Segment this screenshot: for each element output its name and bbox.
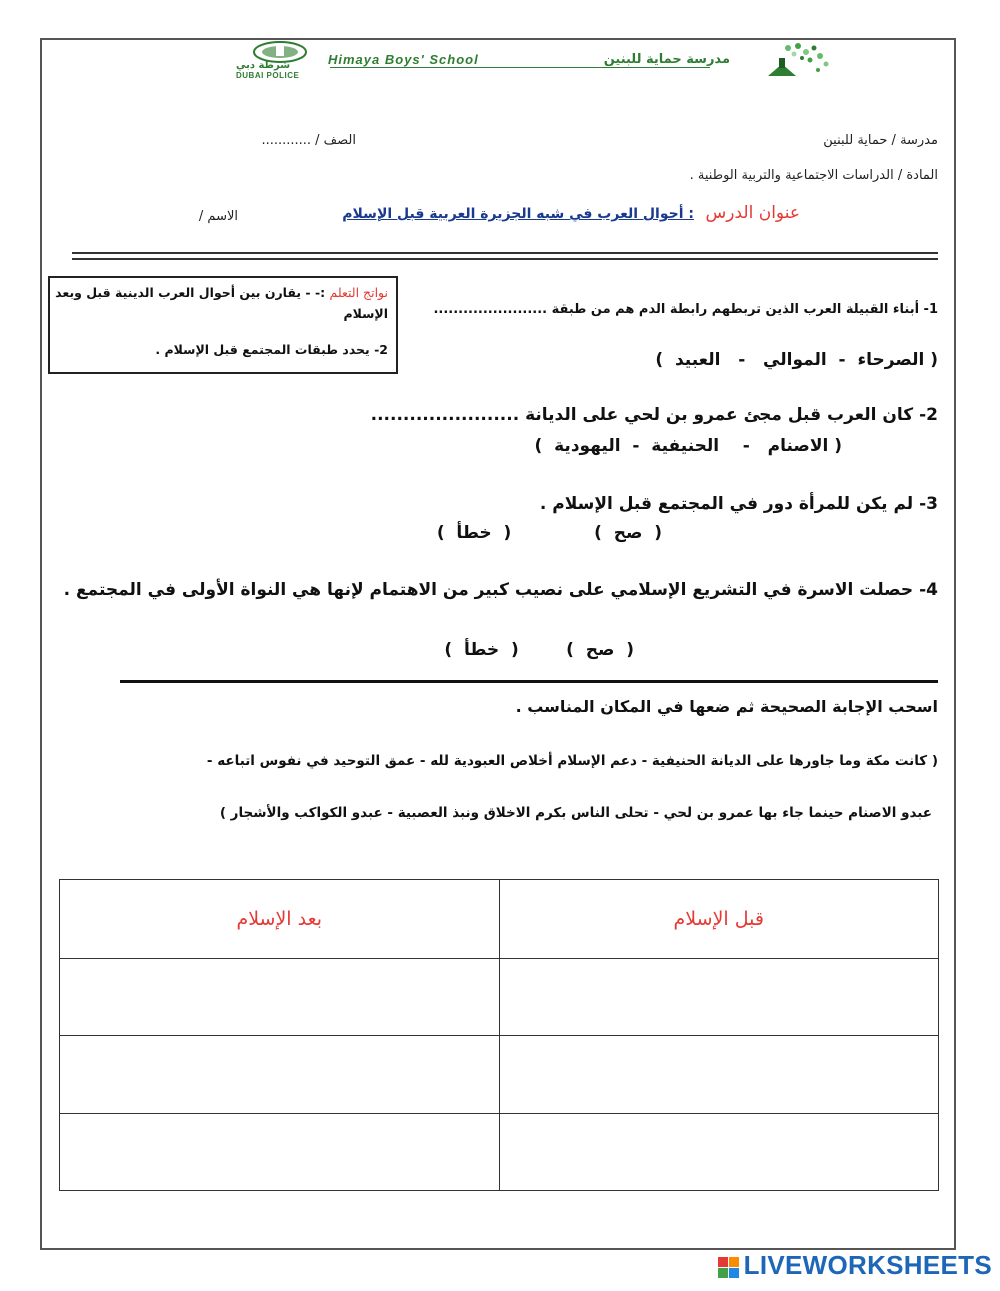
liveworksheets-brand[interactable] (718, 1250, 992, 1281)
drop-zone-after-1[interactable] (60, 959, 500, 1036)
drop-zone-before-1[interactable] (499, 959, 939, 1036)
lesson-title: : أحوال العرب في شبه الجزيرة العربية قبل الإسلام (342, 206, 694, 222)
section-divider (120, 680, 938, 683)
drop-zone-after-2[interactable] (60, 1036, 500, 1113)
column-after-islam: بعد الإسلام (60, 880, 500, 959)
school-name-ar: مدرسة حماية للبنين (603, 52, 730, 67)
table-row (60, 1036, 939, 1113)
drop-zone-before-2[interactable] (499, 1036, 939, 1113)
question-2-choices[interactable]: ( الاصنام - الحنيفية - اليهودية ) (534, 436, 842, 456)
learning-outcomes-box (48, 276, 398, 374)
school-name-en: Himaya Boys' School (328, 52, 479, 67)
outcome-1 (54, 282, 388, 324)
question-3: 3- لم يكن للمرأة دور في المجتمع قبل الإسلام . (539, 494, 938, 514)
question-1-choices[interactable]: ( الصرحاء - الموالي - العبيد ) (655, 350, 938, 370)
drag-instruction: اسحب الإجابة الصحيحة ثم ضعها في المكان المناسب . (515, 697, 938, 716)
school-tree-logo (748, 40, 834, 82)
name-field[interactable]: الاسم / (198, 209, 238, 224)
outcome-1-text: :- - يقارن بين أحوال العرب الدينية قبل وبعد الإسلام (55, 285, 388, 321)
drag-options-line-2[interactable]: عبدو الاصنام حينما جاء بها عمرو بن لحي - تحلى الناس بكرم الاخلاق ونبذ العصبية - عبدو الكواكب والأشجار ) (219, 805, 932, 821)
school-field: مدرسة / حماية للبنين (823, 133, 938, 148)
table-row (60, 959, 939, 1036)
outcome-2: 2- يحدد طبقات المجتمع قبل الإسلام . (155, 342, 388, 357)
liveworksheets-logo-icon (718, 1257, 739, 1278)
drop-zone-after-3[interactable] (60, 1113, 500, 1190)
double-divider-top (72, 252, 938, 254)
drag-options-line-1[interactable]: ( كانت مكة وما جاورها على الديانة الحنيفية - دعم الإسلام أخلاص العبودية لله - عمق التوحيد في نفوس اتباعه - (206, 753, 938, 769)
question-1: 1- أبناء القبيلة العرب الذين تربطهم رابطة الدم هم من طبقة ....................... (433, 302, 938, 317)
subject-field: المادة / الدراسات الاجتماعية والتربية الوطنية . (689, 168, 938, 183)
question-2: 2- كان العرب قبل مجئ عمرو بن لحي على الديانة ....................... (370, 405, 938, 425)
header-divider (330, 67, 710, 68)
table-row (60, 1113, 939, 1190)
question-4-choices[interactable]: ( صح ) ( خطأ ) (444, 640, 634, 660)
table-header-row (60, 880, 939, 959)
police-name-ar: شرطة دبي (236, 60, 291, 71)
column-before-islam: قبل الإسلام (499, 880, 939, 959)
police-name-en: DUBAI POLICE (236, 71, 300, 80)
question-3-choices[interactable]: ( صح ) ( خطأ ) (436, 523, 662, 543)
double-divider-bottom (72, 258, 938, 260)
outcomes-label: نواتج التعلم (329, 285, 388, 300)
drop-zone-before-3[interactable] (499, 1113, 939, 1190)
question-4: 4- حصلت الاسرة في التشريع الإسلامي على نصيب كبير من الاهتمام لإنها هي النواة الأولى في المجتمع . (63, 580, 938, 600)
grade-field[interactable]: الصف / ............ (261, 133, 356, 148)
answer-table (59, 879, 939, 1191)
lesson-label: عنوان الدرس (705, 203, 800, 223)
brand-name: LIVEWORKSHEETS (743, 1250, 992, 1280)
